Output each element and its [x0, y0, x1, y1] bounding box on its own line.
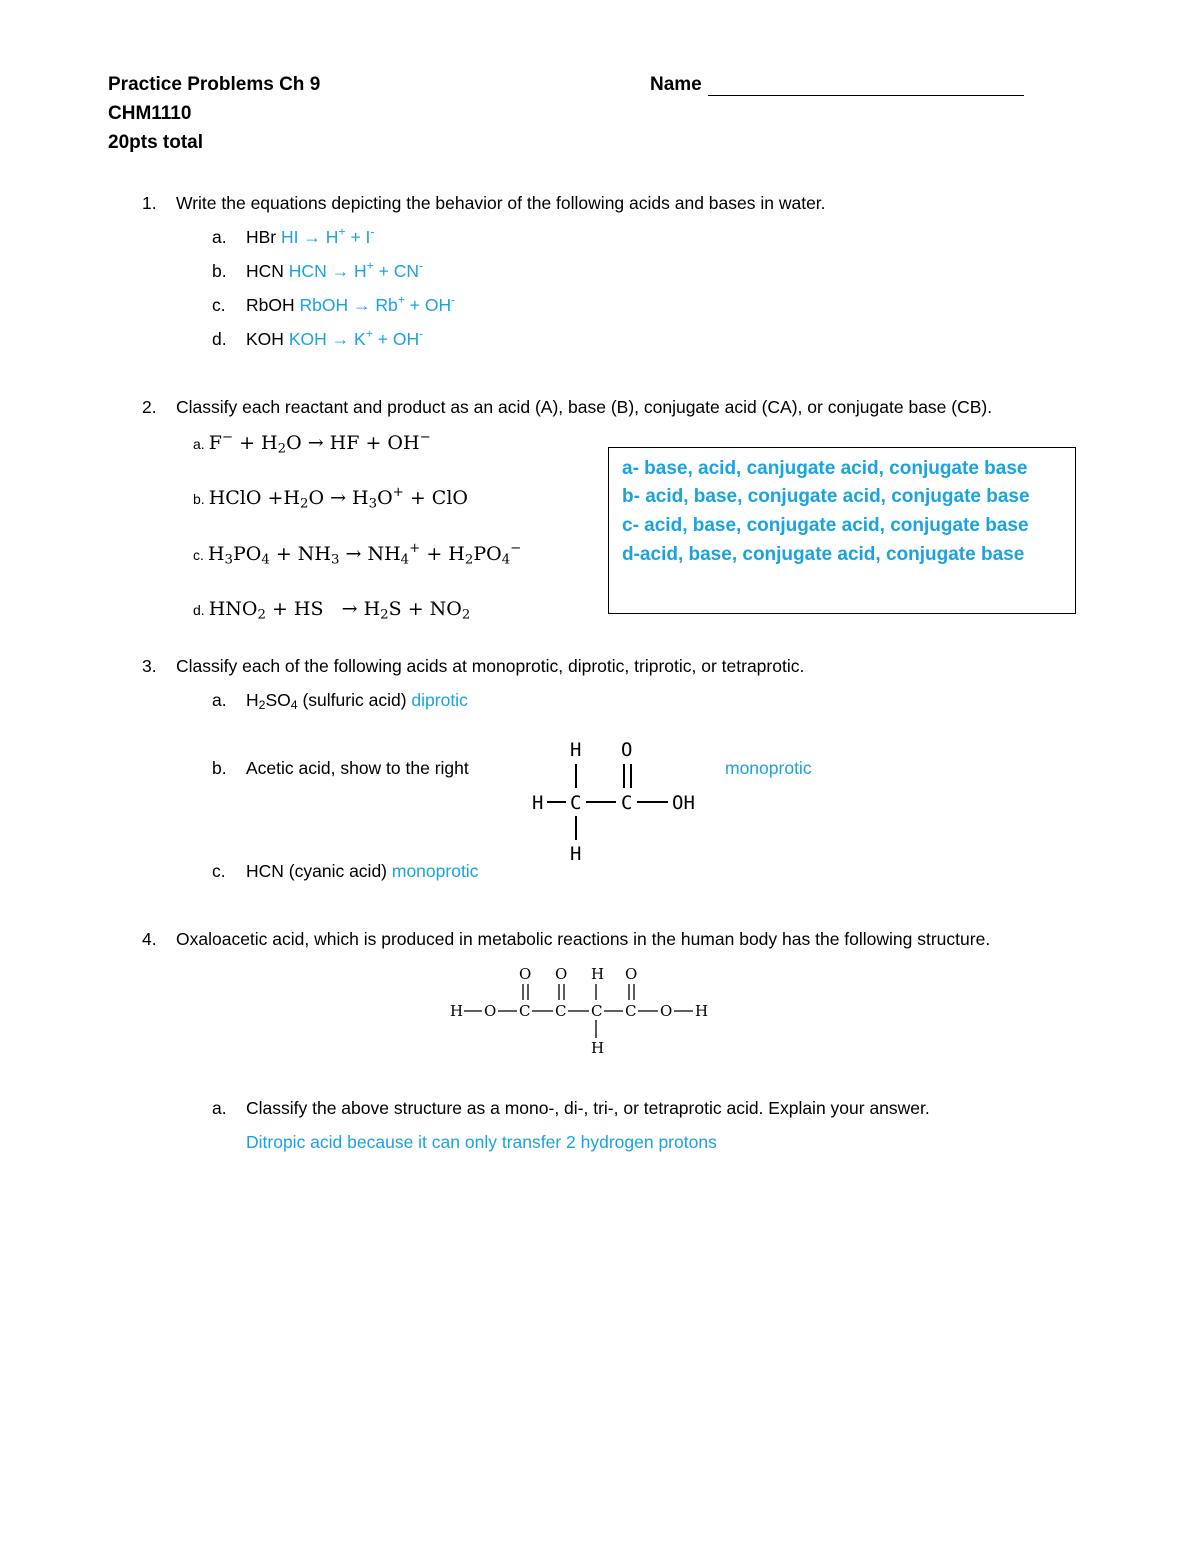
q2-prompt: Classify each reactant and product as an acid (A), base (B), conjugate acid (CA), or conjugate base (CB). — [176, 397, 993, 417]
svg-text:O: O — [519, 965, 532, 983]
svg-text:H: H — [532, 792, 544, 814]
q1-compound: RbOH — [246, 295, 295, 315]
q1-answer-equation: RbOH → Rb+ + OH- — [299, 292, 456, 315]
name-blank-line[interactable] — [708, 95, 1024, 96]
q2-equation-a: a. $F^- + H_2O$ → HF + OH− — [193, 430, 431, 457]
q2-equation-d: d. $HNO_2$ + HS → $H_2S + NO_2$ — [193, 598, 471, 623]
q2-equation-b: b. HClO $+H_2O \to H_3O^+$ + ClO — [193, 485, 469, 512]
q3-prompt: Classify each of the following acids at monoprotic, diprotic, triprotic, or tetraprotic. — [176, 656, 805, 676]
q3b-letter: b. — [212, 758, 227, 778]
svg-text:O: O — [484, 1002, 497, 1020]
q2-equation-c: c. $H_3PO_4 + NH_3 \to NH_4^+ + H_2PO_4^-$ — [193, 541, 522, 568]
q1-answer-equation: HCN → H+ + CN- — [288, 258, 424, 281]
q1-item-line — [246, 258, 424, 282]
q1-compound: HBr — [246, 227, 277, 247]
oxaloacetic-acid-structure — [446, 960, 718, 1060]
page-title: Practice Problems Ch 9 — [108, 74, 321, 95]
q3a-letter: a. — [212, 690, 227, 710]
q1-item-line — [246, 326, 424, 350]
q1-item-letter: b. — [212, 261, 227, 281]
svg-text:H: H — [695, 1002, 709, 1020]
q4-number: 4. — [142, 929, 157, 949]
q4a-text: Classify the above structure as a mono-, di-, tri-, or tetraprotic acid. Explain your answer. — [246, 1098, 930, 1118]
q4a-answer: Ditropic acid because it can only transfer 2 hydrogen protons — [246, 1132, 717, 1152]
q2-answer-d: d-acid, base, conjugate acid, conjugate base — [622, 544, 1025, 565]
q3b-text: Acetic acid, show to the right — [246, 758, 469, 778]
q3c-line: HCN (cyanic acid) monoprotic — [246, 861, 479, 881]
svg-text:O: O — [621, 739, 633, 761]
q1-item-letter: c. — [212, 295, 226, 315]
svg-text:H: H — [570, 739, 582, 761]
svg-text:C: C — [621, 792, 633, 814]
svg-text:H: H — [450, 1002, 464, 1020]
svg-text:C: C — [591, 1002, 603, 1020]
svg-text:O: O — [660, 1002, 673, 1020]
q3-number: 3. — [142, 656, 157, 676]
svg-text:H: H — [591, 1039, 605, 1057]
q3c-answer: monoprotic — [391, 861, 479, 881]
svg-text:C: C — [625, 1002, 637, 1020]
q1-item-line — [246, 224, 375, 248]
q1-item-letter: a. — [212, 227, 227, 247]
svg-text:H: H — [570, 843, 582, 864]
q2-number: 2. — [142, 397, 157, 417]
q1-item-letter: d. — [212, 329, 227, 349]
q1-compound: KOH — [246, 329, 284, 349]
q3c-letter: c. — [212, 861, 226, 881]
svg-text:O: O — [555, 965, 568, 983]
q4-prompt: Oxaloacetic acid, which is produced in metabolic reactions in the human body has the following structure. — [176, 929, 991, 949]
acetic-acid-structure — [528, 736, 708, 864]
q4a-letter: a. — [212, 1098, 227, 1118]
q1-compound: HCN — [246, 261, 284, 281]
name-label: Name — [650, 74, 702, 95]
q1-number: 1. — [142, 193, 157, 213]
q1-answer-equation: KOH → K+ + OH- — [288, 326, 424, 349]
svg-text:C: C — [519, 1002, 531, 1020]
q1-answer-equation: HI → H+ + I- — [281, 224, 375, 247]
q2-answer-a: a- base, acid, canjugate acid, conjugate base — [622, 458, 1028, 479]
q1-prompt: Write the equations depicting the behavior of the following acids and bases in water. — [176, 193, 826, 213]
svg-text:OH: OH — [672, 792, 695, 814]
svg-text:C: C — [555, 1002, 567, 1020]
svg-text:O: O — [625, 965, 638, 983]
q2-answer-b: b- acid, base, conjugate acid, conjugate base — [622, 486, 1030, 507]
q3b-answer: monoprotic — [725, 758, 812, 778]
q1-item-line — [246, 292, 456, 316]
course-code: CHM1110 — [108, 103, 192, 124]
svg-text:H: H — [591, 965, 605, 983]
q3a-answer: diprotic — [411, 690, 468, 710]
svg-text:C: C — [570, 792, 582, 814]
points-total: 20pts total — [108, 132, 204, 153]
q2-answer-c: c- acid, base, conjugate acid, conjugate base — [622, 515, 1029, 536]
q3a-line: $H_2SO_4$ (sulfuric acid) diprotic — [246, 690, 468, 713]
